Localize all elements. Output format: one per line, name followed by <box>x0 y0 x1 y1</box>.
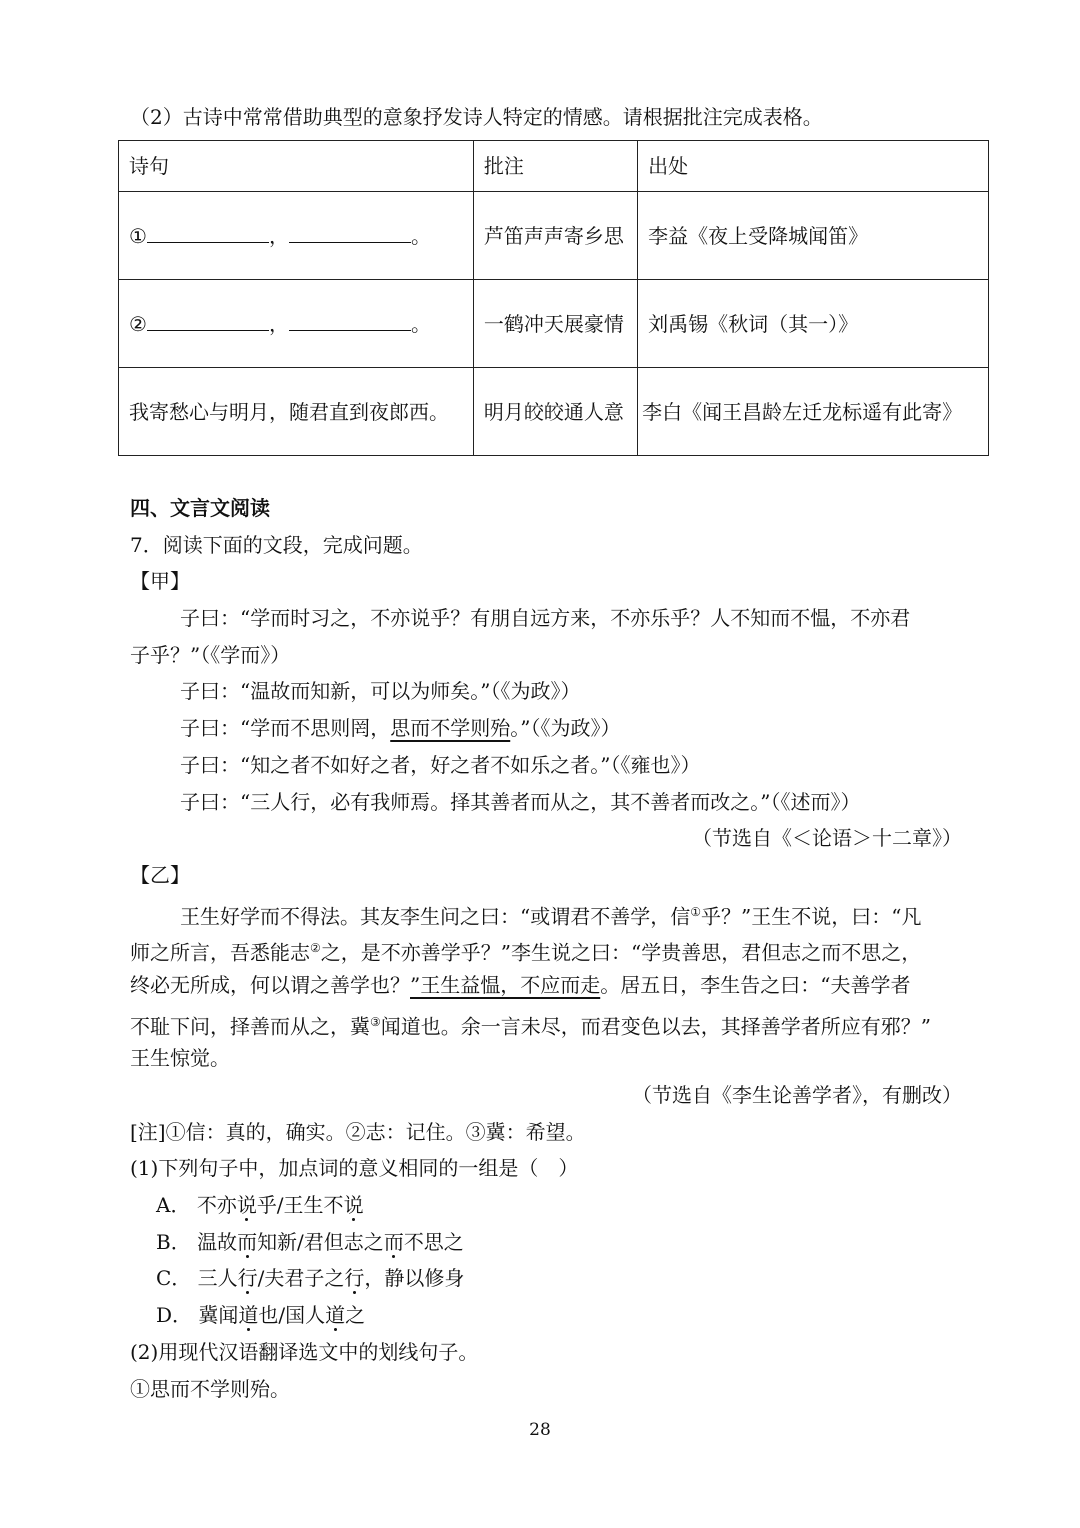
jia-line: 子曰：“知之者不如好之者，好之者不如乐之者。”（《雍也》） <box>180 752 701 777</box>
yi-line: 王生好学而不得法。其友李生问之曰：“或谓君不善学，信①乎？”王生不说，曰：“凡 <box>180 904 922 929</box>
page-number: 28 <box>529 1420 551 1440</box>
answer-blank[interactable] <box>289 222 411 243</box>
option-text: 冀闻 <box>198 1303 239 1328</box>
section-title: 四、文言文阅读 <box>130 496 270 520</box>
reading-section <box>130 490 980 1407</box>
table-row <box>119 280 989 368</box>
option-label: D． <box>156 1303 199 1328</box>
option-text: 不思之 <box>403 1229 464 1254</box>
dotted-word: 而 <box>237 1229 258 1254</box>
yi-line: 不耻下问，择善而从之，冀③闻道也。余一言未尽，而君变色以去，其择善学者所应有邪？” <box>130 1014 931 1039</box>
jia-line: 子曰：“三人行，必有我师焉。择其善者而从之，其不善者而改之。”（《述而》） <box>180 789 861 814</box>
jia-line: 子曰：“学而时习之，不亦说乎？有朋自远方来，不亦乐乎？人不知而不愠，不亦君 <box>180 606 911 631</box>
header-source: 出处 <box>638 141 989 192</box>
dotted-word: 而 <box>383 1229 404 1254</box>
options-list <box>130 1187 980 1334</box>
option-item[interactable] <box>130 1187 980 1224</box>
dotted-word: 说 <box>236 1193 257 1218</box>
poetry-table <box>118 140 989 456</box>
poem-blank-cell[interactable]: ② ， 。 <box>119 280 474 368</box>
option-text: /夫君子之 <box>257 1266 345 1291</box>
question-7: 7．阅读下面的文段，完成问题。 <box>130 532 423 557</box>
option-label: C． <box>156 1266 198 1291</box>
poem-cell: 我寄愁心与明月，随君直到夜郎西。 <box>119 368 474 456</box>
underlined-sentence: ”王生益愠，不应而走 <box>410 972 601 997</box>
option-item[interactable] <box>130 1224 980 1261</box>
option-text: 温故 <box>197 1229 238 1254</box>
option-text: 三人 <box>197 1266 238 1291</box>
annotations: [注]①信：真的，确实。②志：记住。③冀：希望。 <box>130 1119 586 1144</box>
yi-source: （节选自《李生论善学者》，有删改） <box>632 1083 962 1107</box>
question-2-intro: （2）古诗中常常借助典型的意象抒发诗人特定的情感。请根据批注完成表格。 <box>130 105 823 129</box>
underlined-sentence: 思而不学则殆 <box>390 716 511 741</box>
question-1: (1)下列句子中，加点词的意义相同的一组是（ ） <box>130 1156 579 1181</box>
answer-blank[interactable] <box>289 310 411 331</box>
option-text: 乎/王生不 <box>256 1193 344 1218</box>
note-cell: 一鹤冲天展豪情 <box>473 280 637 368</box>
option-label: A． <box>156 1193 197 1218</box>
option-text: ，静以修身 <box>364 1266 465 1291</box>
jia-line: 子曰：“温故而知新，可以为师矣。”（《为政》） <box>180 679 581 704</box>
jia-line: 子乎？”（《学而》） <box>130 642 291 667</box>
option-text: 知新/君但志之 <box>257 1229 384 1254</box>
question-2-item-1: ①思而不学则殆。 <box>130 1376 290 1401</box>
table-row <box>119 368 989 456</box>
dotted-word: 道 <box>325 1303 346 1328</box>
dotted-word: 行 <box>237 1266 258 1291</box>
option-text: 不亦 <box>196 1193 237 1218</box>
dotted-word: 行 <box>344 1266 365 1291</box>
dotted-word: 道 <box>238 1303 259 1328</box>
dotted-word: 说 <box>343 1193 364 1218</box>
header-poem: 诗句 <box>119 141 474 192</box>
source-cell: 李白《闻王昌龄左迁龙标遥有此寄》 <box>638 368 989 456</box>
jia-line: 子曰：“学而不思则罔，思而不学则殆。”（《为政》） <box>180 716 621 741</box>
table-header-row <box>119 141 989 192</box>
yi-line: 终必无所成，何以谓之善学也？”王生益愠，不应而走。居五日，李生告之曰：“夫善学者 <box>130 972 911 997</box>
source-cell: 李益《夜上受降城闻笛》 <box>638 192 989 280</box>
jia-source: （节选自《＜论语＞十二章》） <box>692 826 962 851</box>
answer-blank[interactable] <box>147 222 269 243</box>
option-item[interactable] <box>130 1297 980 1334</box>
answer-blank[interactable] <box>147 310 269 331</box>
note-cell: 芦笛声声寄乡思 <box>473 192 637 280</box>
yi-label: 【乙】 <box>130 862 190 887</box>
yi-line: 师之所言，吾悉能志②之，是不亦善学乎？”李生说之曰：“学贵善思，君但志之而不思之， <box>130 940 922 965</box>
jia-label: 【甲】 <box>130 569 190 594</box>
option-text: 之 <box>345 1303 366 1328</box>
yi-line: 王生惊觉。 <box>130 1046 230 1071</box>
header-note: 批注 <box>473 141 637 192</box>
table-row <box>119 192 989 280</box>
option-text: 也/国人 <box>258 1303 326 1328</box>
option-item[interactable] <box>130 1260 980 1297</box>
note-cell: 明月皎皎通人意 <box>473 368 637 456</box>
source-cell: 刘禹锡《秋词（其一）》 <box>638 280 989 368</box>
question-2: (2)用现代汉语翻译选文中的划线句子。 <box>130 1339 479 1364</box>
option-label: B． <box>156 1229 198 1254</box>
poem-blank-cell[interactable]: ① ， 。 <box>119 192 474 280</box>
